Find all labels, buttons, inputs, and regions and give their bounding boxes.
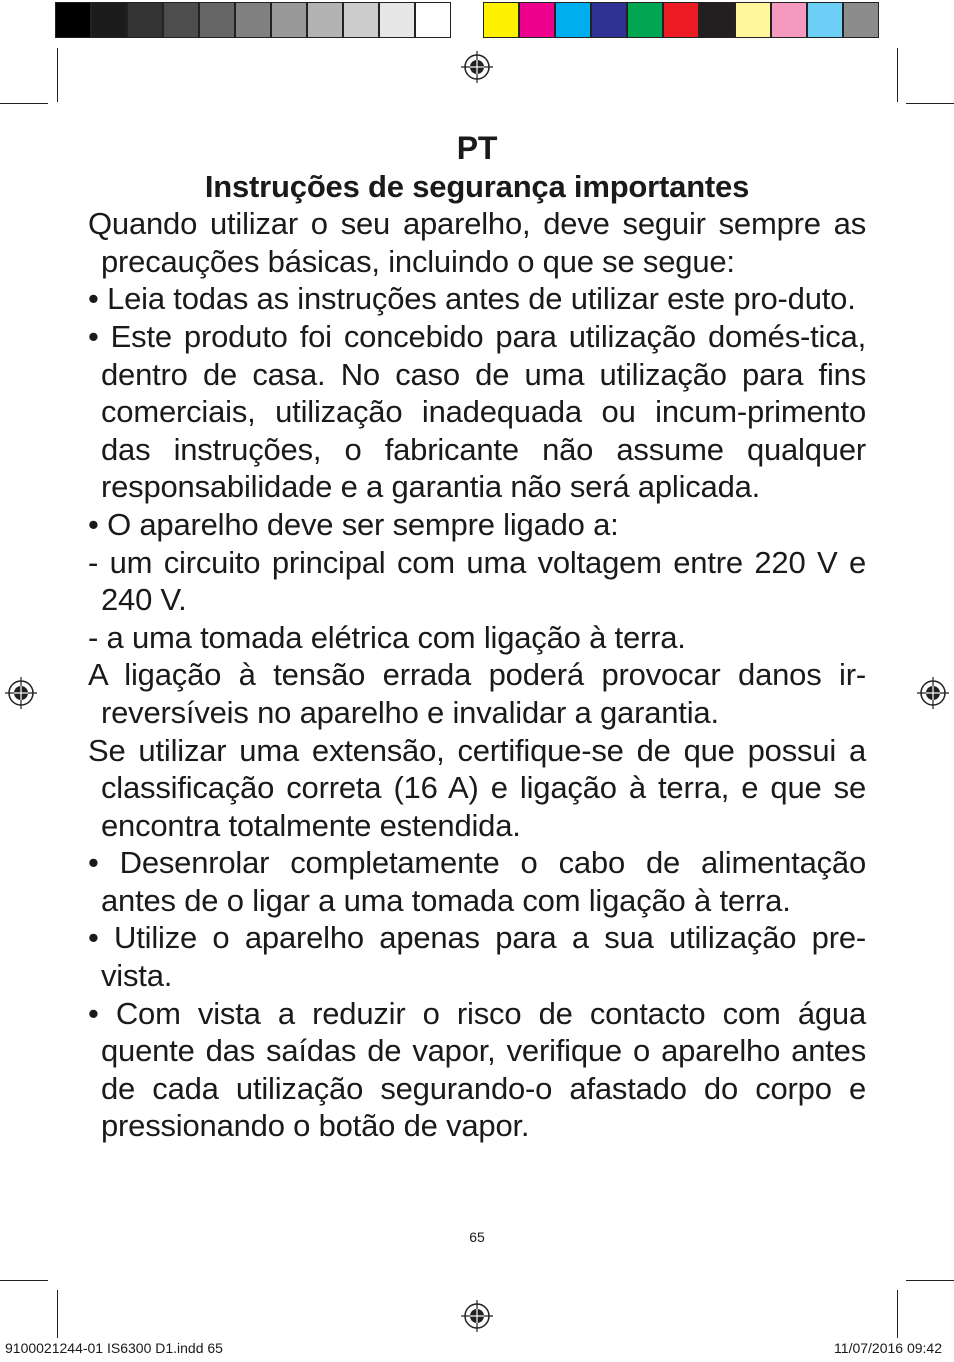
bullet-item: • Leia todas as instruções antes de utilizar este pro-duto.: [88, 281, 856, 317]
swatch: [199, 2, 235, 38]
swatch: [271, 2, 307, 38]
slug-filename: 9100021244-01 IS6300 D1.indd 65: [5, 1340, 223, 1356]
crop-mark: [906, 103, 954, 104]
swatch: [591, 2, 627, 38]
crop-mark: [0, 1280, 48, 1281]
swatch: [55, 2, 91, 38]
crop-mark: [897, 48, 898, 102]
bullet-item: • O aparelho deve ser sempre ligado a:: [88, 506, 619, 542]
registration-mark-icon: [461, 1300, 493, 1332]
swatch: [91, 2, 127, 38]
paragraph: Quando utilizar o seu aparelho, deve seguir sempre as precauções básicas, incluindo o que se segue:: [88, 206, 866, 279]
registration-mark-icon: [5, 677, 37, 709]
swatch: [163, 2, 199, 38]
swatch: [663, 2, 699, 38]
grayscale-swatch-bar: [55, 2, 451, 38]
swatch: [807, 2, 843, 38]
swatch: [555, 2, 591, 38]
crop-mark: [57, 1290, 58, 1338]
swatch: [343, 2, 379, 38]
page-number: 65: [469, 1229, 485, 1245]
color-swatch-bar: [483, 2, 879, 38]
bullet-item: • Desenrolar completamente o cabo de alimentação antes de o ligar a uma tomada com ligação à terra.: [88, 845, 866, 918]
swatch: [235, 2, 271, 38]
paragraph: Se utilizar uma extensão, certifique-se de que possui a classificação correta (16 A) e ligação à terra, e que se encontra totalmente estendida.: [88, 732, 866, 843]
paragraph: A ligação à tensão errada poderá provocar danos ir-reversíveis no aparelho e invalidar a garantia.: [88, 657, 866, 730]
swatch: [843, 2, 879, 38]
slug-date: 11/07/2016 09:42: [834, 1340, 942, 1356]
language-code: PT: [456, 130, 498, 166]
swatch: [415, 2, 451, 38]
bullet-item: • Utilize o aparelho apenas para a sua utilização pre-vista.: [88, 920, 866, 994]
crop-mark: [57, 48, 58, 102]
registration-mark-icon: [461, 51, 493, 83]
crop-mark: [0, 103, 48, 104]
bullet-item: • Este produto foi concebido para utilização domés-tica, dentro de casa. No caso de uma utilização para fins comerciais, utilização inadequada ou incum-primento das instruções, o fabricante não assume qualquer responsabilidade e a garantia não será aplicada.: [88, 318, 866, 505]
dash-item: - um circuito principal com uma voltagem entre 220 V e 240 V.: [88, 544, 866, 618]
swatch: [627, 2, 663, 38]
swatch: [699, 2, 735, 38]
swatch: [127, 2, 163, 38]
swatch: [735, 2, 771, 38]
swatch: [519, 2, 555, 38]
swatch: [771, 2, 807, 38]
dash-item: - a uma tomada elétrica com ligação à terra.: [88, 619, 686, 655]
page-title: Instruções de segurança importantes: [204, 168, 750, 204]
swatch: [307, 2, 343, 38]
bullet-item: • Com vista a reduzir o risco de contacto com água quente das saídas de vapor, verifique o aparelho antes de cada utilização segurando-o afastado do corpo e pressionando o botão de vapor.: [88, 995, 866, 1144]
swatch: [483, 2, 519, 38]
registration-mark-icon: [917, 677, 949, 709]
document-body: [88, 130, 866, 1145]
swatch: [379, 2, 415, 38]
crop-mark: [906, 1280, 954, 1281]
crop-mark: [897, 1290, 898, 1338]
